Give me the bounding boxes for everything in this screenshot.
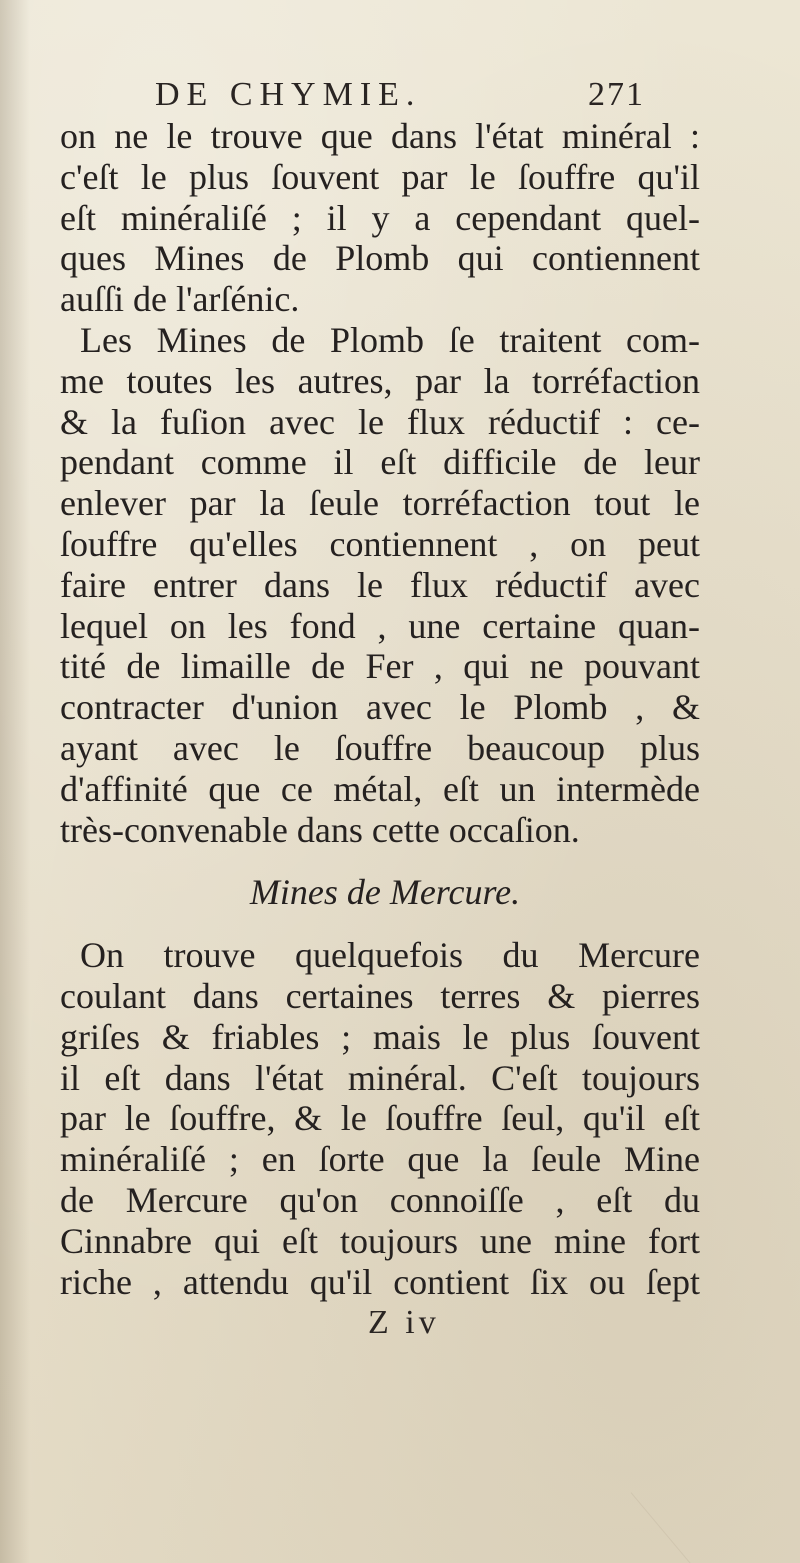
spine-shadow xyxy=(0,0,30,1563)
text-line: de Mercure qu'on connoiſſe , eſt du xyxy=(60,1179,700,1220)
text-line: il eſt dans l'état minéral. C'eſt toujours xyxy=(60,1057,700,1098)
text-line: d'affinité que ce métal, eſt un intermède xyxy=(60,768,700,809)
text-line: me toutes les autres, par la torréfaction xyxy=(60,360,700,401)
text-line: on ne le trouve que dans l'état minéral : xyxy=(60,116,700,156)
text-line: tité de limaille de Fer , qui ne pouvant xyxy=(60,646,700,687)
text-line: minéraliſé ; en ſorte que la ſeule Mine xyxy=(60,1139,700,1180)
running-header xyxy=(155,76,645,120)
text-line: coulant dans certaines terres & pierres xyxy=(60,975,700,1016)
text-line: très-convenable dans cette occaſion. xyxy=(60,809,580,850)
running-title: DE CHYMIE. xyxy=(155,76,422,113)
text-line: faire entrer dans le flux réductif avec xyxy=(60,564,700,605)
text-line: & la fuſion avec le flux réductif : ce- xyxy=(60,401,700,442)
text-line: griſes & friables ; mais le plus ſouvent xyxy=(60,1016,700,1057)
paper-crease xyxy=(631,1415,800,1563)
text-line: Cinnabre qui eſt toujours une mine fort xyxy=(60,1220,700,1261)
page-number: 271 xyxy=(588,76,645,113)
text-line: On trouve quelquefois du Mercure xyxy=(80,935,700,976)
text-line: eſt minéraliſé ; il y a cependant quel- xyxy=(60,197,700,238)
text-line: Les Mines de Plomb ſe traitent com- xyxy=(80,319,700,360)
text-line: pendant comme il eſt difficile de leur xyxy=(60,442,700,483)
body-text xyxy=(60,116,700,1302)
text-line: ques Mines de Plomb qui contiennent xyxy=(60,238,700,279)
text-line: contracter d'union avec le Plomb , & xyxy=(60,687,700,728)
signature-mark: Z iv xyxy=(368,1304,440,1341)
section-heading: Mines de Mercure. xyxy=(249,872,521,913)
text-line: auſſi de l'arſénic. xyxy=(60,279,300,320)
text-line: par le ſouffre, & le ſouffre ſeul, qu'il eſt xyxy=(60,1098,700,1139)
text-line: lequel on les fond , une certaine quan- xyxy=(60,605,700,646)
text-line: c'eſt le plus ſouvent par le ſouffre qu'il xyxy=(60,156,700,197)
text-line: ſouffre qu'elles contiennent , on peut xyxy=(60,523,700,564)
text-line: enlever par la ſeule torréfaction tout le xyxy=(60,483,700,524)
text-line: ayant avec le ſouffre beaucoup plus xyxy=(60,727,700,768)
text-line: riche , attendu qu'il contient ſix ou ſept xyxy=(60,1261,700,1302)
